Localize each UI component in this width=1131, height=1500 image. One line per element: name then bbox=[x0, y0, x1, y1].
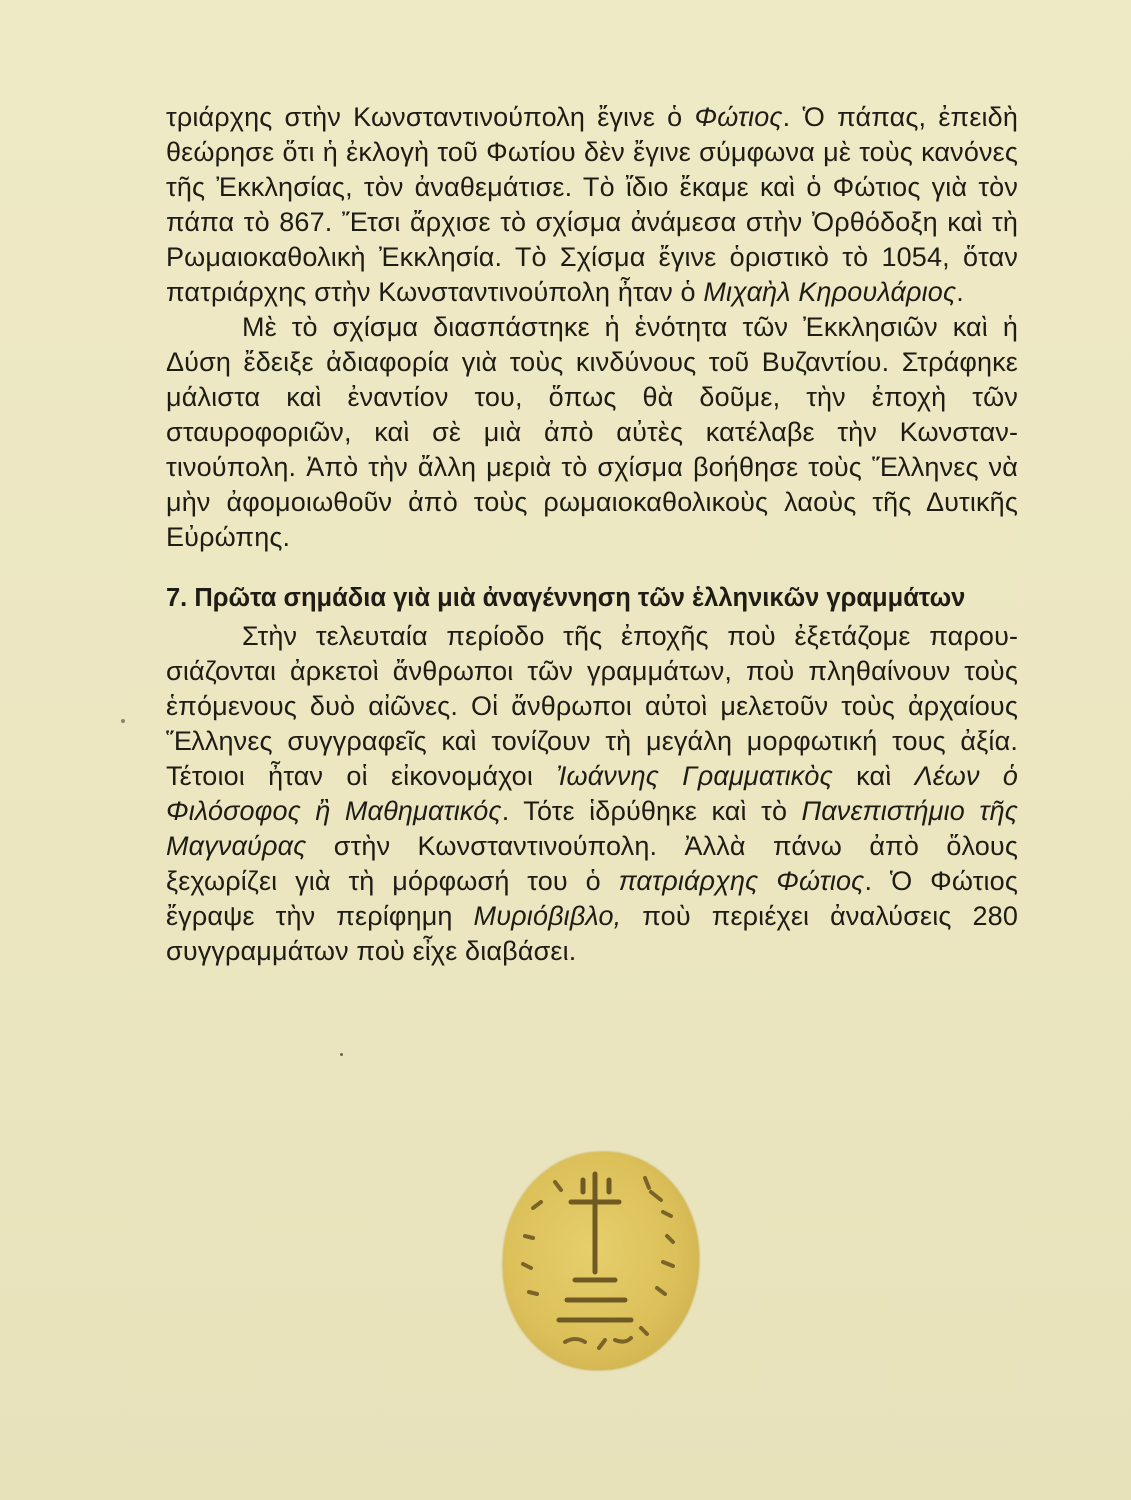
para3-text-1: Στὴν τελευταία περίοδο τῆς ἐποχῆς ποὺ ἐξετάζομε παρουσιάζονται ἀρκετοὶ ἄνθρωποι τῶν γραμμάτων, ποὺ πληθαίνουν τοὺς ἑπόμενους δυὸ αἰῶνες. Οἱ ἄνθρωποι αὐτοὶ μελετοῦν τοὺς ἀρχαίους Ἕλληνες συγγραφεῖς καὶ τονίζουν τὴ μεγάλη μορφωτική τους ἀξία. Τέτοιοι ἦταν οἱ εἰκονομάχοι bbox=[166, 621, 1018, 791]
para1-text-3: . bbox=[956, 277, 964, 307]
para3-italic-magnaura: Πανεπιστήμιο τῆς Μαγναύρας bbox=[166, 796, 1019, 861]
para3-italic-patriarch: πατριάρχης Φώτιος bbox=[618, 866, 865, 896]
paragraph-1 bbox=[166, 100, 1018, 310]
para3-text-2: καὶ bbox=[832, 761, 915, 791]
paragraph-3 bbox=[166, 619, 1018, 969]
para3-italic-ioannis: Ἰωάννης Γραμματικὸς bbox=[556, 761, 833, 791]
para1-italic-kerularios: Μιχαὴλ Κηρουλάριος bbox=[703, 277, 957, 307]
para1-italic-photios: Φώτιος bbox=[694, 102, 783, 132]
section-heading: 7. Πρῶτα σημάδια γιὰ μιὰ ἀναγέννηση τῶν ἑλληνικῶν γραμμάτων bbox=[166, 584, 966, 612]
para3-text-3: . Τότε ἱδρύθηκε καὶ τὸ bbox=[501, 796, 802, 826]
para3-text-6: ποὺ περιέχει ἀναλύσεις 280 συγγραμμάτων ποὺ εἶχε διαβάσει. bbox=[166, 901, 1018, 966]
paragraph-2: Μὲ τὸ σχίσμα διασπάστηκε ἡ ἑνότητα τῶν Ἐκκλησιῶν καὶ ἡ Δύση ἔδειξε ἀδιαφορία γιὰ τοὺς κινδύνους τοῦ Βυζαντίου. Στράφηκε μάλιστα καὶ ἐναντίον του, ὅπως θὰ δοῦμε, τὴν ἐποχὴ τῶν σταυροφοριῶν, καὶ σὲ μιὰ ἀπὸ αὐτὲς κατέλαβε τὴν Κωνσταντινούπολη. Ἀπὸ τὴν ἄλλη μεριὰ τὸ σχίσμα βοήθησε τοὺς Ἕλληνες νὰ μὴν ἀφομοιωθοῦν ἀπὸ τοὺς ρωμαιοκαθολικοὺς λαοὺς τῆς Δυτικῆς Εὐρώπης. bbox=[166, 312, 1018, 552]
para1-text-1: τριάρχης στὴν Κωνσταντινούπολη ἔγινε ὁ bbox=[166, 102, 695, 132]
gold-coin-image bbox=[503, 1152, 699, 1370]
para3-italic-myriobiblos: Μυριόβιβλο, bbox=[473, 901, 622, 931]
para3-text-5: . Ὁ Φώτιος ἔγραψε τὴν περίφημη bbox=[166, 866, 1019, 931]
para1-text-2: . Ὁ πάπας, ἐπειδὴ θεώρησε ὅτι ἡ ἐκλογὴ τοῦ Φωτίου δὲν ἔγινε σύμφωνα μὲ τοὺς κανόνες τῆς Ἐκκλησίας, τὸν ἀναθεμάτισε. Τὸ ἴδιο ἔκαμε καὶ ὁ Φώτιος γιὰ τὸν πάπα τὸ 867. Ἔτσι ἄρχισε τὸ σχίσμα ἀνάμεσα στὴν Ὀρθόδοξη καὶ τὴ Ρωμαιοκαθολικὴ Ἐκκλησία. Τὸ Σχίσμα ἔγινε ὁριστικὸ τὸ 1054, ὅταν πατριάρχης στὴν Κωνσταντινούπολη ἦταν ὁ bbox=[166, 102, 1018, 307]
coin-cross-icon bbox=[503, 1152, 699, 1370]
speck-mark bbox=[340, 1053, 343, 1056]
speck-mark bbox=[121, 719, 125, 723]
para3-text-4: στὴν Κωνσταντινούπολη. Ἀλλὰ πάνω ἀπὸ ὅλους ξεχωρίζει γιὰ τὴ μόρφωσή του ὁ bbox=[166, 831, 1018, 896]
para3-italic-leon: Λέων ὁ Φιλόσοφος ἢ Μαθηματικός bbox=[166, 761, 1019, 826]
text-column bbox=[166, 100, 1018, 969]
